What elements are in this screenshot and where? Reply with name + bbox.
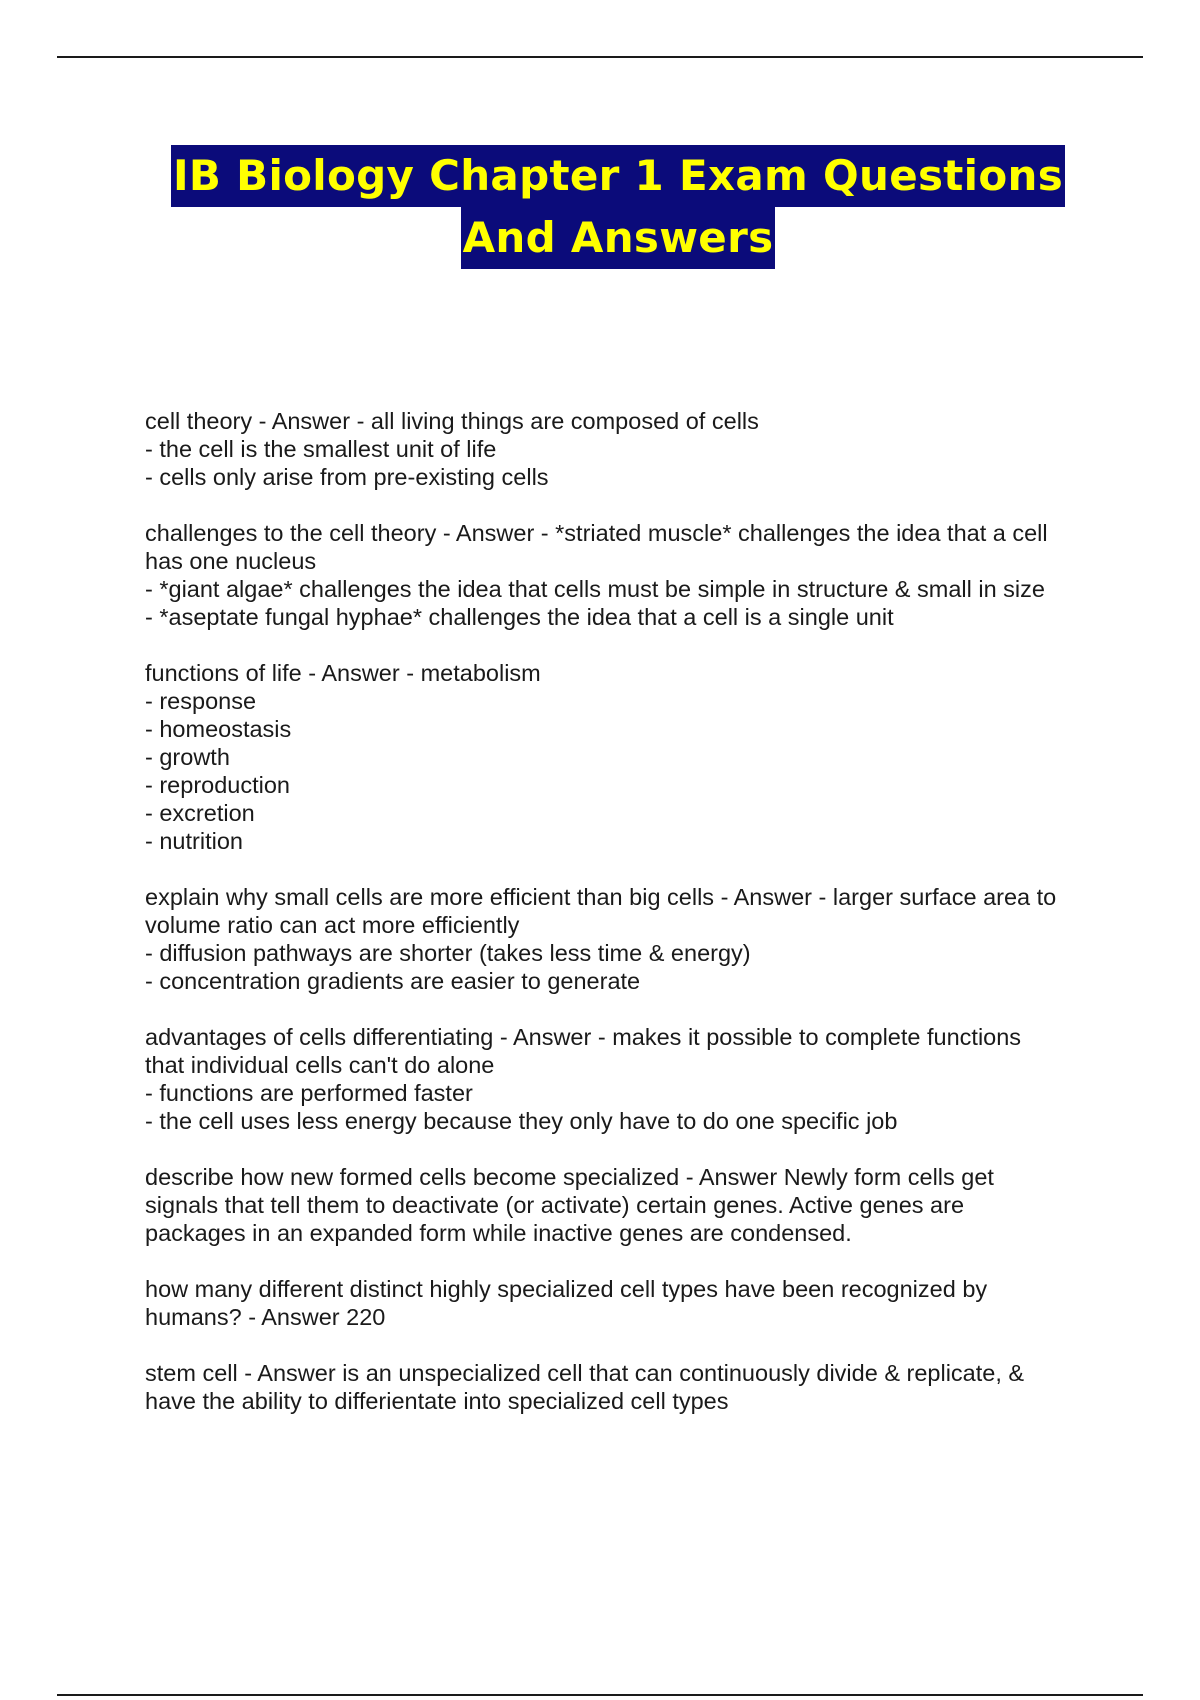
entry-line: - *aseptate fungal hyphae* challenges the idea that a cell is a single unit [145, 604, 894, 630]
qa-entry-specialized [145, 1163, 1105, 1247]
entry-line: cell theory - Answer - all living things are composed of cells [145, 408, 759, 434]
top-rule [57, 56, 1143, 58]
entry-line: has one nucleus [145, 548, 317, 574]
entry-line: - the cell is the smallest unit of life [145, 436, 497, 462]
entry-line: explain why small cells are more efficient than big cells - Answer - larger surface area to [145, 884, 1057, 910]
entry-line: - functions are performed faster [145, 1080, 473, 1106]
qa-list [145, 407, 1105, 1443]
bottom-rule [57, 1694, 1143, 1696]
entry-line: challenges to the cell theory - Answer - *striated muscle* challenges the idea that a cell [145, 520, 1048, 546]
entry-line: - homeostasis [145, 716, 292, 742]
qa-entry-cell-theory [145, 407, 1105, 491]
entry-line: how many different distinct highly specialized cell types have been recognized by [145, 1276, 988, 1302]
qa-entry-stem-cell [145, 1359, 1105, 1415]
qa-entry-differentiating [145, 1023, 1105, 1135]
title-line-1: IB Biology Chapter 1 Exam Questions [171, 145, 1065, 207]
entry-line: functions of life - Answer - metabolism [145, 660, 541, 686]
entry-line: describe how new formed cells become specialized - Answer Newly form cells get [145, 1164, 994, 1190]
entry-line: - response [145, 688, 257, 714]
entry-line: humans? - Answer 220 [145, 1304, 386, 1330]
entry-line: volume ratio can act more efficiently [145, 912, 520, 938]
entry-line: - growth [145, 744, 230, 770]
entry-line: - the cell uses less energy because they only have to do one specific job [145, 1108, 898, 1134]
entry-line: advantages of cells differentiating - Answer - makes it possible to complete functions [145, 1024, 1022, 1050]
entry-line: that individual cells can't do alone [145, 1052, 495, 1078]
entry-line: - nutrition [145, 828, 243, 854]
entry-line: - cells only arise from pre-existing cells [145, 464, 549, 490]
entry-line: - diffusion pathways are shorter (takes less time & energy) [145, 940, 751, 966]
title-line-2: And Answers [461, 207, 776, 269]
entry-line: - excretion [145, 800, 255, 826]
entry-line: signals that tell them to deactivate (or activate) certain genes. Active genes are [145, 1192, 965, 1218]
entry-line: - concentration gradients are easier to generate [145, 968, 641, 994]
entry-line: stem cell - Answer is an unspecialized cell that can continuously divide & replicate, & [145, 1360, 1025, 1386]
qa-entry-functions-of-life [145, 659, 1105, 855]
entry-line: - *giant algae* challenges the idea that cells must be simple in structure & small in size [145, 576, 1045, 602]
page-title [0, 145, 1200, 269]
entry-line: have the ability to differientate into specialized cell types [145, 1388, 729, 1414]
qa-entry-cell-types [145, 1275, 1105, 1331]
qa-entry-challenges [145, 519, 1105, 631]
entry-line: packages in an expanded form while inactive genes are condensed. [145, 1220, 852, 1246]
qa-entry-small-cells [145, 883, 1105, 995]
entry-line: - reproduction [145, 772, 290, 798]
